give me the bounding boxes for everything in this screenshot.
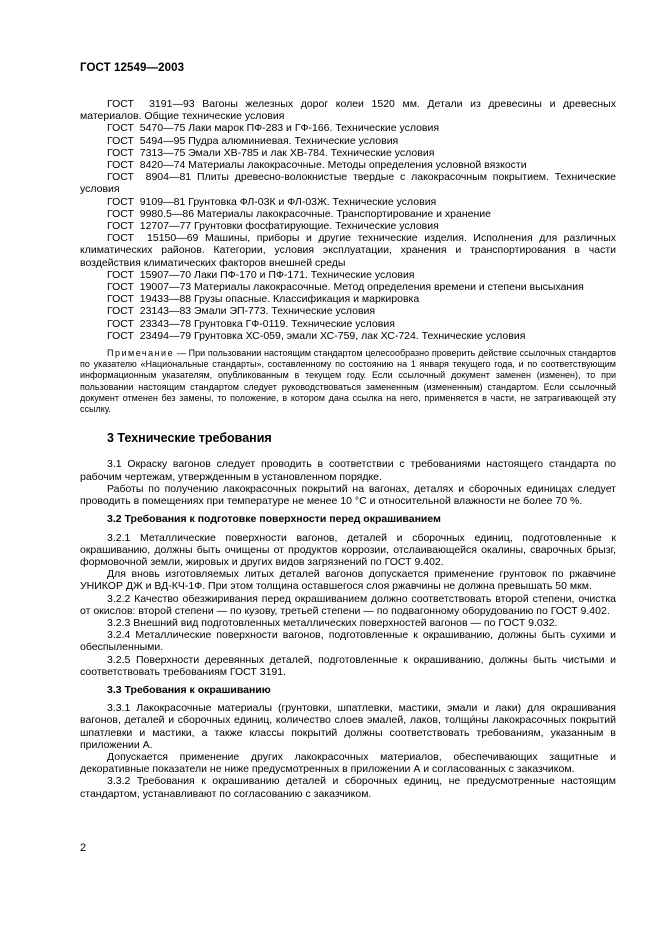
- reference-item: ГОСТ 9980.5—86 Материалы лакокрасочные. Транспортирование и хранение: [107, 207, 491, 220]
- reference-item: ГОСТ 12707—77 Грунтовки фосфатирующие. Технические условия: [107, 220, 439, 233]
- reference-item: ГОСТ 7313—75 Эмали ХВ-785 и лак ХВ-784. Технические условия: [107, 146, 435, 159]
- running-header: ГОСТ 12549—2003: [80, 62, 185, 74]
- subsection-heading-3-2: 3.2 Требования к подготовке поверхности перед окрашиванием: [107, 513, 441, 526]
- reference-item: ГОСТ 5494—95 Пудра алюминиевая. Технические условия: [107, 134, 399, 147]
- reference-item: ГОСТ 5470—75 Лаки марок ПФ-283 и ГФ-166. Технические условия: [107, 122, 440, 135]
- reference-list: [80, 98, 616, 342]
- reference-item: ГОСТ 23143—83 Эмали ЭП-773. Технические условия: [107, 305, 376, 318]
- reference-item: ГОСТ 9109—81 Грунтовка ФЛ-03К и ФЛ-03Ж. Технические условия: [107, 195, 437, 208]
- reference-item: ГОСТ 23343—78 Грунтовка ГФ-0119. Технические условия: [107, 317, 395, 330]
- reference-item: ГОСТ 15150—69 Машины, приборы и другие технические изделия. Исполнения для различных климатических районов. Категории, условия эксплуатации, хранения и транспортирования в части воздействия климатических факторов внешней среды: [80, 232, 616, 269]
- subsection-heading-3-3: 3.3 Требования к окрашиванию: [107, 683, 271, 696]
- note-label: Примечание: [107, 348, 175, 359]
- paragraph-3-2-3: 3.2.3 Внешний вид подготовленных металлических поверхностей вагонов — по ГОСТ 9.032.: [107, 616, 558, 629]
- paragraph-3-3-1: 3.3.1 Лакокрасочные материалы (грунтовки, шпатлевки, мастики, эмали и лаки) для окрашивания вагонов, деталей и сборочных единиц, количество слоев эмалей, лаков, толщи́ны лакокрасочных покрытий шпатлевки и мастики, а также классы покрытий должны соответствовать требованиям, указанным в приложении А.: [80, 702, 616, 751]
- paragraph-3-1: 3.1 Окраску вагонов следует проводить в соответствии с требованиями настоящего стандарта по рабочим чертежам, утвержденным в установленном порядке.: [80, 458, 616, 483]
- page-number: 2: [80, 842, 87, 854]
- paragraph-3-2-1: 3.2.1 Металлические поверхности вагонов, деталей и сборочных единиц, подготовленные к окрашиванию, должны быть очищены от продуктов коррозии, отслаивающейся окалины, сварочных брызг, формовочной земли, жировых и других видов загрязнений по ГОСТ 9.402.: [80, 531, 616, 568]
- paragraph-3-1-continued: Работы по получению лакокрасочных покрытий на вагонах, деталях и сборочных единицах следует проводить в помещениях при температуре не менее 10 °С и относительной влажности не более 70 %.: [80, 482, 616, 508]
- reference-item: ГОСТ 15907—70 Лаки ПФ-170 и ПФ-171. Технические условия: [107, 268, 415, 281]
- reference-item: ГОСТ 19007—73 Материалы лакокрасочные. Метод определения времени и степени высыхания: [107, 281, 584, 294]
- reference-note: [80, 348, 616, 415]
- section-heading: 3 Технические требования: [107, 431, 272, 446]
- paragraph-3-2-2: 3.2.2 Качество обезжиривания перед окрашиванием должно соответствовать второй степени, очистка от окислов: второй степени — по кузову, третьей степени — по подвагонному оборудованию по ГОСТ 9.402.: [80, 592, 616, 617]
- paragraph-3-3-2: 3.3.2 Требования к окрашиванию деталей и сборочных единиц, не предусмотренные настоящим стандартом, устанавливают по согласованию с заказчиком.: [80, 775, 616, 800]
- note-text: — При пользовании настоящим стандартом целесообразно проверить действие ссылочных стандартов по указателю «Национальные стандарты», составленному по состоянию на 1 января текущего года, и по соответствующим информационным указателям, опубликованным в текущем году. Если ссылочный документ заменен (изменен), то при пользовании настоящим стандартом следует руководствоваться замененным (измененным) стандартом. Если ссылочный документ отменен без замены, то положение, в котором дана ссылка на него, применяется в части, не затрагивающей эту ссылку.: [80, 348, 616, 415]
- paragraph-3-2-4: 3.2.4 Металлические поверхности вагонов, подготовленные к окрашиванию, должны быть сухими и обеспыленными.: [80, 629, 616, 654]
- page-body: [80, 98, 616, 800]
- paragraph-3-2-1-continued: Для вновь изготовляемых литых деталей вагонов допускается применение грунтовок по ржавчине УНИКОР ДЖ и ВД-КЧ-1Ф. При этом толщина оставшегося слоя ржавчины не должна превышать 50 мкм.: [80, 568, 616, 593]
- reference-item: ГОСТ 3191—93 Вагоны железных дорог колеи 1520 мм. Детали из древесины и древесных материалов. Общие технические условия: [80, 98, 616, 123]
- reference-item: ГОСТ 8420—74 Материалы лакокрасочные. Методы определения условной вязкости: [107, 159, 527, 172]
- reference-item: ГОСТ 8904—81 Плиты древесно-волокнистые твердые с лакокрасочным покрытием. Технические условия: [80, 171, 616, 196]
- paragraph-3-3-1-continued: Допускается применение других лакокрасочных материалов, обеспечивающих защитные и декоративные показатели не ниже предусмотренных в приложении А и согласованных с заказчиком.: [80, 750, 616, 776]
- reference-item: ГОСТ 23494—79 Грунтовка ХС-059, эмали ХС-759, лак ХС-724. Технические условия: [107, 329, 526, 342]
- reference-item: ГОСТ 19433—88 Грузы опасные. Классификация и маркировка: [107, 293, 420, 306]
- paragraph-3-2-5: 3.2.5 Поверхности деревянных деталей, подготовленные к окрашиванию, должны быть чистыми и соответствовать требованиям ГОСТ 3191.: [80, 653, 616, 678]
